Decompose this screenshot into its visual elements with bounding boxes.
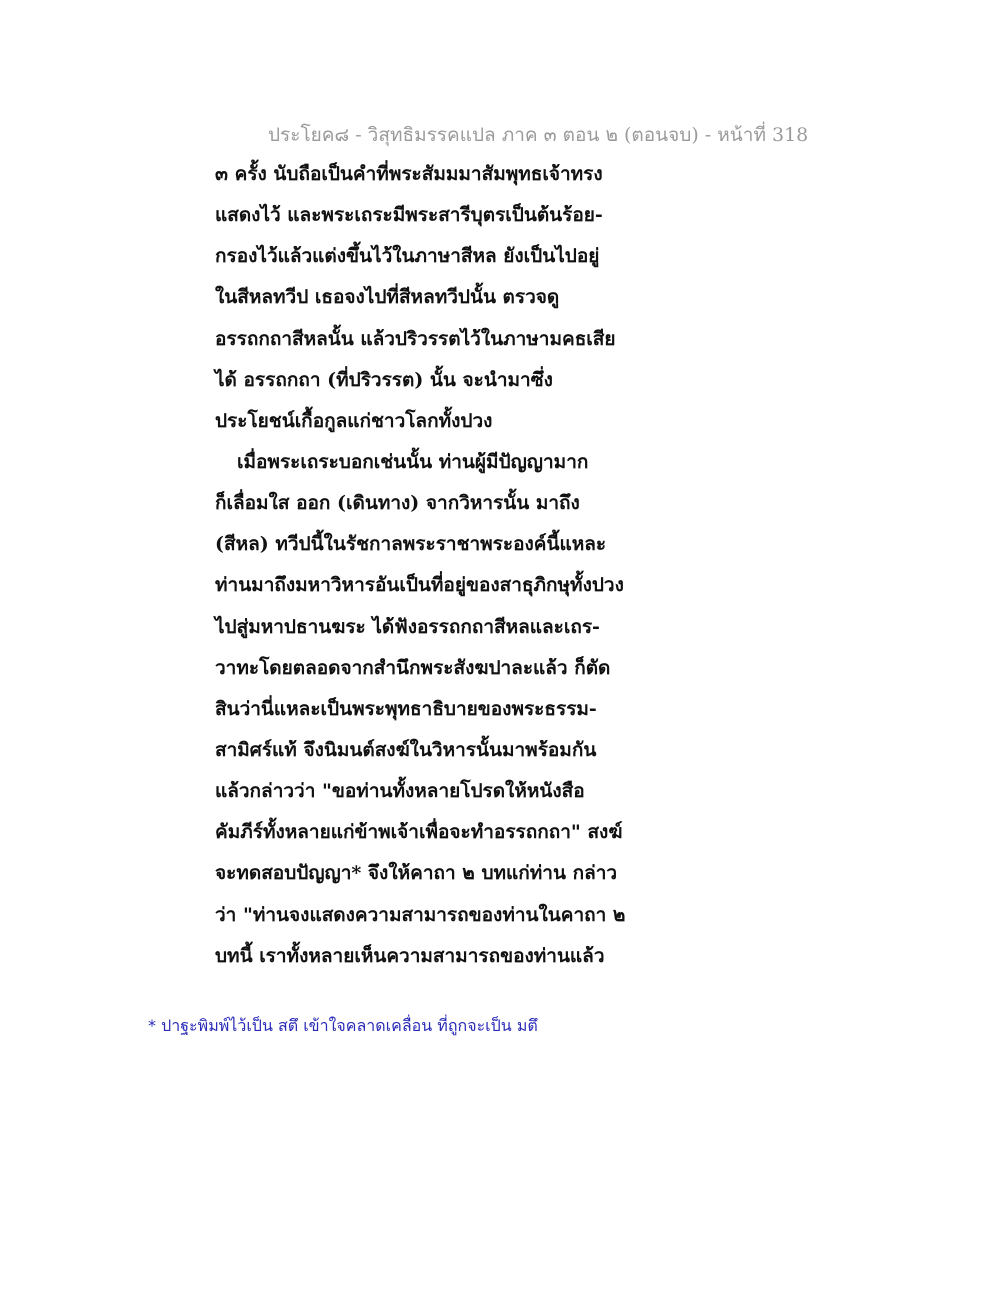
running-header: ประโยค๘ - วิสุทธิมรรคแปล ภาค ๓ ตอน ๒ (ตอนจบ) - หน้าที่ 318 xyxy=(268,124,809,146)
body-line: ในสีหลทวีป เธอจงไปที่สีหลทวีปนั้น ตรวจดู xyxy=(215,286,560,309)
body-line: ไปสู่มหาปธานฆระ ได้ฟังอรรถกถาสีหลและเถร- xyxy=(215,615,600,638)
body-line: วาทะโดยตลอดจากสำนึกพระสังฆปาละแล้ว ก็ตัด xyxy=(215,656,611,679)
body-line: ท่านมาถึงมหาวิหารอันเป็นที่อยู่ของสาธุภิกษุทั้งปวง xyxy=(215,574,624,597)
body-line: (สีหล) ทวีปนี้ในรัชกาลพระราชาพระองค์นี้แหละ xyxy=(215,533,607,556)
body-line: กรองไว้แล้วแต่งขึ้นไว้ในภาษาสีหล ยังเป็นไปอยู่ xyxy=(215,245,600,268)
body-line: ก็เลื่อมใส ออก (เดินทาง) จากวิหารนั้น มาถึง xyxy=(215,492,580,515)
body-line: จะทดสอบปัญญา* จึงให้คาถา ๒ บทแก่ท่าน กล่าว xyxy=(215,862,618,885)
body-line: สินว่านี่แหละเป็นพระพุทธาธิบายของพระธรรม- xyxy=(215,697,597,720)
body-line: เมื่อพระเถระบอกเช่นนั้น ท่านผู้มีปัญญามาก xyxy=(237,450,589,473)
body-line: ว่า "ท่านจงแสดงความสามารถของท่านในคาถา ๒ xyxy=(215,903,626,926)
body-line: อรรถกถาสีหลนั้น แล้วปริวรรตไว้ในภาษามคธเสีย xyxy=(215,327,616,350)
body-line: สามิศร์แท้ จึงนิมนต์สงฆ์ในวิหารนั้นมาพร้อมกัน xyxy=(215,738,597,761)
footnote: * ปาฐะพิมพ์ไว้เป็น สตึ เข้าใจคลาดเคลื่อน ที่ถูกจะเป็น มตึ xyxy=(148,1016,538,1035)
body-line: แสดงไว้ และพระเถระมีพระสารีบุตรเป็นต้นร้อย- xyxy=(215,204,603,227)
body-line: บทนี้ เราทั้งหลายเห็นความสามารถของท่านแล้ว xyxy=(215,944,605,967)
body-line: แล้วกล่าวว่า "ขอท่านทั้งหลายโปรดให้หนังสือ xyxy=(215,780,585,803)
body-line: ประโยชน์เกื้อกูลแก่ชาวโลกทั้งปวง xyxy=(215,409,493,432)
body-line: ได้ อรรถกถา (ที่ปริวรรต) นั้น จะนำมาซึ่ง xyxy=(215,368,553,391)
body-line: ๓ ครั้ง นับถือเป็นคำที่พระสัมมมาสัมพุทธเจ้าทรง xyxy=(215,163,603,185)
body-line: คัมภีร์ทั้งหลายแก่ข้าพเจ้าเพื่อจะทำอรรถกถา" สงฆ์ xyxy=(215,821,623,844)
body-text xyxy=(215,154,675,977)
